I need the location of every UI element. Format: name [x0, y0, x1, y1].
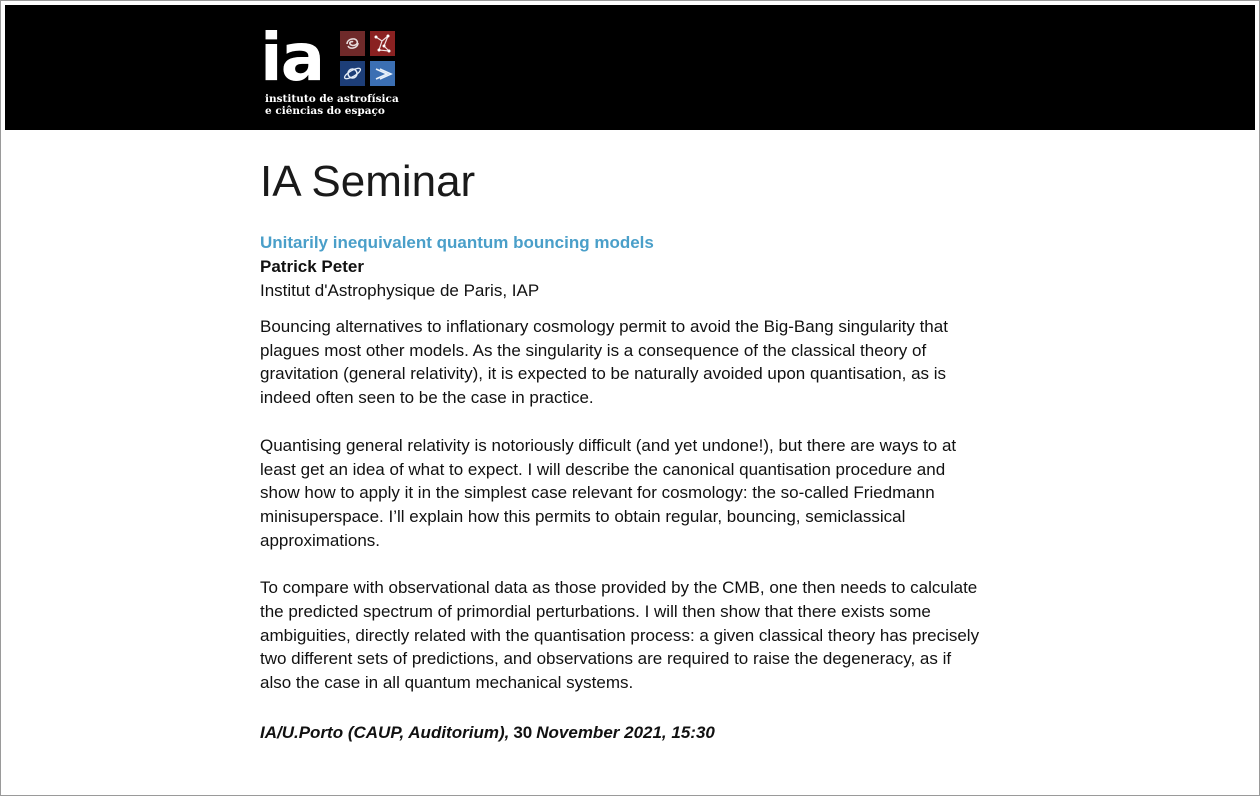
abstract [260, 315, 980, 695]
abstract-paragraph-2: Quantising general relativity is notoriously difficult (and yet undone!), but there are ways to at least get an idea of what to expect. I will describe the canonical quantisation procedure and show how to apply it in the simplest case relevant for cosmology: the so-called Friedmann minisuperspace. I’ll explain how this permits to obtain regular, bouncing, semiclassical approximations. [260, 435, 957, 550]
abstract-paragraph-3: To compare with observational data as those provided by the CMB, one then needs to calculate the predicted spectrum of primordial perturbations. I will then show that there exists some ambiguities, directly related with the quantisation process: a given classical theory has precisely two different sets of predictions, and observations are required to raise the degeneracy, as if also the case in all quantum mechanical systems. [260, 578, 980, 693]
event-date-time: November 2021, 15:30 [536, 722, 715, 742]
speaker-name: Patrick Peter [260, 257, 364, 276]
logo-line-1: instituto de astrofísica [265, 93, 399, 105]
event-day: 30 [513, 722, 533, 742]
logo-line-2: e ciências do espaço [265, 105, 385, 117]
seminar-content [260, 155, 980, 745]
galaxy-icon [340, 31, 365, 56]
constellation-icon [370, 31, 395, 56]
page-title: IA Seminar [260, 157, 476, 206]
header-banner [5, 5, 1255, 130]
telescope-icon [370, 61, 395, 86]
logo-wordmark: ia [260, 19, 324, 96]
speaker-affiliation: Institut d'Astrophysique de Paris, IAP [260, 281, 540, 300]
talk-title: Unitarily inequivalent quantum bouncing models [260, 233, 654, 252]
event-details [260, 721, 980, 745]
planet-orbit-icon [340, 61, 365, 86]
abstract-paragraph-1: Bouncing alternatives to inflationary cosmology permit to avoid the Big-Bang singularity that plagues most other models. As the singularity is a consequence of the classical theory of gravitation (general relativity), it is expected to be naturally avoided upon quantisation, as is indeed often seen to be the case in practice. [260, 317, 948, 408]
institute-logo[interactable] [260, 19, 410, 125]
event-venue: IA/U.Porto (CAUP, Auditorium), [260, 722, 510, 742]
